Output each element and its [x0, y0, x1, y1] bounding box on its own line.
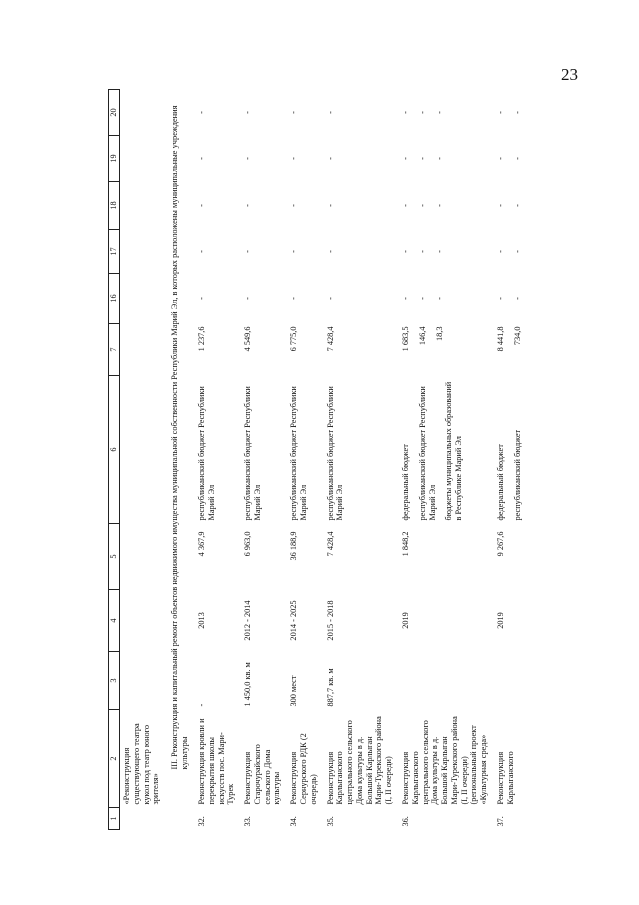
funding-amounts: [494, 324, 535, 376]
empty-value-dash: -: [496, 204, 506, 207]
funding-source: федеральный бюджет: [401, 444, 410, 521]
continuation-row: [120, 90, 167, 830]
funding-amount: 4 549,6: [243, 326, 253, 352]
empty-value-dash: -: [496, 250, 506, 253]
empty-value-dash: -: [434, 157, 444, 160]
estimated-cost: 36 188,9: [289, 531, 299, 561]
table-body: [120, 90, 535, 830]
row-number: 33.: [243, 816, 253, 827]
empty-value-dash: -: [243, 297, 253, 300]
funding-amount: 1 237,6: [196, 326, 206, 352]
period: 2014 - 2025: [289, 600, 299, 641]
object-name: Реконструкция Старочурайского сельского Дома культуры: [243, 744, 282, 805]
year-column-16: [324, 274, 399, 324]
empty-value-dash: -: [401, 111, 410, 114]
empty-value-dash: -: [512, 250, 522, 253]
funding-sources: [494, 376, 535, 524]
funding-amounts: [287, 324, 323, 376]
column-number-3: 3: [109, 652, 120, 710]
funding-source: республиканский бюджет Республики Марий Эл: [289, 386, 308, 521]
year-column-16: [494, 274, 535, 324]
year-column-20: [399, 90, 494, 136]
year-column-16: [287, 274, 323, 324]
year-column-17: [399, 230, 494, 274]
table-row: [494, 90, 535, 830]
column-number-20: 20: [109, 90, 120, 136]
year-column-17: [494, 230, 535, 274]
year-column-20: [195, 90, 241, 136]
page-number: 23: [561, 65, 578, 84]
period: 2019: [496, 612, 506, 629]
empty-value-dash: -: [496, 157, 506, 160]
year-column-20: [287, 90, 323, 136]
empty-value-dash: -: [243, 111, 253, 114]
funding-amount: 146,4: [417, 326, 427, 346]
funding-source: республиканский бюджет Республики Марий Эл: [196, 386, 216, 521]
year-column-19: [494, 136, 535, 182]
period: 2013: [196, 612, 206, 629]
year-column-18: [241, 182, 287, 230]
empty-value-dash: -: [196, 297, 206, 300]
object-name: Реконструкция кровли и перекрытия школы искусств пос. Мари-Турек: [196, 718, 236, 805]
empty-value-dash: -: [417, 157, 427, 160]
funding-source: бюджеты муниципальных образований в Республике Марий Эл: [444, 381, 464, 521]
table-row: [195, 90, 241, 830]
funding-source: республиканский бюджет: [512, 429, 522, 521]
empty-value-dash: -: [289, 250, 299, 253]
column-number-5: 5: [109, 524, 120, 590]
object-name: Реконструкция Сернурского РДК (2 очередь): [289, 733, 318, 805]
empty-value-dash: -: [325, 157, 335, 160]
funding-amounts: [195, 324, 241, 376]
empty-value-dash: -: [196, 111, 206, 114]
funding-amounts: [399, 324, 494, 376]
table-row: [324, 90, 399, 830]
row-number: 32.: [196, 816, 206, 827]
column-number-2: 2: [109, 710, 120, 808]
empty-value-dash: -: [289, 157, 299, 160]
empty-value-dash: -: [434, 297, 444, 300]
year-column-18: [287, 182, 323, 230]
period: 2019: [401, 612, 410, 629]
capacity: 300 мест: [289, 675, 299, 707]
year-column-19: [399, 136, 494, 182]
funding-amount: 6 775,0: [289, 326, 299, 352]
empty-value-dash: -: [196, 157, 206, 160]
row-number: 37.: [496, 816, 506, 827]
empty-value-dash: -: [401, 157, 410, 160]
column-number-16: 16: [109, 274, 120, 324]
funding-source: республиканский бюджет Республики Марий Эл: [417, 386, 437, 521]
funding-sources: [399, 376, 494, 524]
section-title: III. Реконструкция и капитальный ремонт объектов недвижимого имущества муниципальной собственности Республики Марий Эл, в которых расположены муниципальные учреждения культуры: [170, 105, 190, 770]
empty-value-dash: -: [401, 297, 410, 300]
empty-value-dash: -: [434, 111, 444, 114]
funding-amounts: [324, 324, 399, 376]
empty-value-dash: -: [289, 204, 299, 207]
row-number: 36.: [401, 816, 410, 827]
year-column-17: [195, 230, 241, 274]
empty-value-dash: -: [512, 157, 522, 160]
empty-value-dash: -: [417, 204, 427, 207]
empty-value-dash: -: [496, 297, 506, 300]
year-column-20: [241, 90, 287, 136]
empty-value-dash: -: [512, 297, 522, 300]
year-column-18: [494, 182, 535, 230]
column-number-row: [109, 90, 120, 830]
year-column-19: [324, 136, 399, 182]
empty-value-dash: -: [325, 250, 335, 253]
year-column-16: [195, 274, 241, 324]
empty-value-dash: -: [417, 111, 427, 114]
empty-value-dash: -: [325, 204, 335, 207]
funding-sources: [287, 376, 323, 524]
capacity: -: [196, 703, 206, 707]
continuation-text: «Реконструкция существующего театра кукол под театр юного зрителя»: [122, 723, 161, 805]
estimated-cost: 6 963,0: [243, 531, 253, 557]
year-column-18: [195, 182, 241, 230]
empty-value-dash: -: [401, 204, 410, 207]
year-column-19: [287, 136, 323, 182]
object-name: Реконструкция Карлыганского центрального сельского Дома культуры в д. Большой Карлыган Мари-Турекского района (I, II очереди) (региональный проект «Культурная среда»: [401, 716, 489, 805]
table-row: [241, 90, 287, 830]
rotated-table-sheet: [108, 90, 628, 830]
funding-source: республиканский бюджет Республики Марий Эл: [243, 386, 262, 521]
empty-value-dash: -: [325, 297, 335, 300]
year-column-20: [324, 90, 399, 136]
funding-source: республиканский бюджет Республики Марий Эл: [325, 386, 345, 521]
funding-sources: [241, 376, 287, 524]
capacity: 887,7 кв. м: [325, 668, 335, 707]
empty-value-dash: -: [243, 157, 253, 160]
funding-amounts: [241, 324, 287, 376]
row-number: 35.: [325, 816, 335, 827]
estimated-cost: 7 428,4: [325, 531, 335, 557]
funding-amount: 8 441,8: [496, 326, 506, 352]
year-column-20: [494, 90, 535, 136]
column-number-6: 6: [109, 376, 120, 524]
object-name: Реконструкция Карлыганского: [496, 751, 515, 805]
empty-value-dash: -: [434, 250, 444, 253]
empty-value-dash: -: [401, 250, 410, 253]
column-number-1: 1: [109, 808, 120, 830]
empty-value-dash: -: [196, 204, 206, 207]
funding-source: федеральный бюджет: [496, 444, 506, 521]
row-number: 34.: [289, 816, 299, 827]
period: 2012 - 2014: [243, 600, 253, 641]
column-number-4: 4: [109, 590, 120, 652]
capacity: [399, 652, 494, 710]
funding-amount: 7 428,4: [325, 326, 335, 352]
year-column-16: [241, 274, 287, 324]
section-row: [166, 90, 195, 830]
table-row: [287, 90, 323, 830]
year-column-18: [399, 182, 494, 230]
empty-value-dash: -: [496, 111, 506, 114]
funding-sources: [195, 376, 241, 524]
empty-value-dash: -: [196, 250, 206, 253]
column-number-18: 18: [109, 182, 120, 230]
estimated-cost: 4 367,9: [196, 531, 206, 557]
funding-amount: 1 683,5: [401, 326, 410, 352]
object-name: Реконструкция Карлыганского центрального сельского Дома культуры в д. Большой Карлыган Мари-Турекского района (I, II очереди): [325, 716, 394, 805]
empty-value-dash: -: [512, 204, 522, 207]
year-column-19: [241, 136, 287, 182]
year-column-16: [399, 274, 494, 324]
empty-value-dash: -: [512, 111, 522, 114]
year-column-17: [287, 230, 323, 274]
table-row: [399, 90, 494, 830]
estimated-cost: 1 848,2: [401, 531, 410, 557]
empty-value-dash: -: [417, 250, 427, 253]
empty-value-dash: -: [243, 204, 253, 207]
capacity: [494, 652, 535, 710]
column-number-17: 17: [109, 230, 120, 274]
program-table: [108, 89, 535, 830]
estimated-cost: 9 267,6: [496, 531, 506, 557]
column-number-7: 7: [109, 324, 120, 376]
empty-value-dash: -: [325, 111, 335, 114]
funding-amount: 734,0: [512, 326, 522, 346]
year-column-19: [195, 136, 241, 182]
empty-value-dash: -: [434, 204, 444, 207]
period: 2015 - 2018: [325, 600, 335, 641]
capacity: 1 450,0 кв. м: [243, 662, 253, 707]
year-column-18: [324, 182, 399, 230]
year-column-17: [241, 230, 287, 274]
funding-sources: [324, 376, 399, 524]
empty-value-dash: -: [289, 297, 299, 300]
empty-value-dash: -: [243, 250, 253, 253]
year-column-17: [324, 230, 399, 274]
column-number-19: 19: [109, 136, 120, 182]
empty-value-dash: -: [417, 297, 427, 300]
empty-value-dash: -: [289, 111, 299, 114]
funding-amount: 18,3: [434, 326, 444, 342]
